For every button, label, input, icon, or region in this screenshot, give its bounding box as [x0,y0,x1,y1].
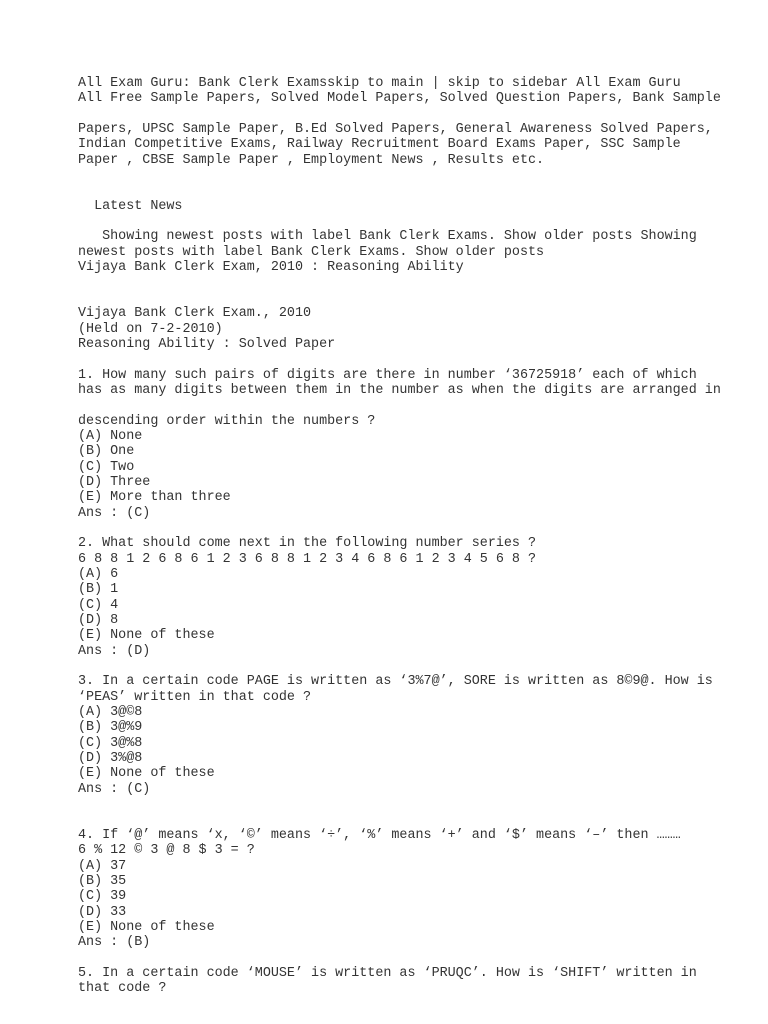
posts-info-line: Showing newest posts with label Bank Clerk Exams. Show older posts Showing [78,229,697,245]
option: (B) 3@%9 [78,720,143,736]
posts-info [78,229,758,275]
question-text: ‘PEAS’ written in that code ? [78,689,312,705]
question-text: descending order within the numbers ? [78,413,376,429]
option: (E) None of these [78,628,215,644]
question-text: 3. In a certain code PAGE is written as ‘3%7@’, SORE is written as 8©9@. How is [78,674,713,690]
question-text: 4. If ‘@’ means ‘x, ‘©’ means ‘÷’, ‘%’ means ‘+’ and ‘$’ means ‘–’ then ……… [78,827,681,843]
site-header [78,76,758,168]
paper-held-date: (Held on 7-2-2010) [78,321,223,337]
option: (B) One [78,444,135,460]
header-line: All Free Sample Papers, Solved Model Papers, Solved Question Papers, Bank Sample [78,91,721,107]
option: (D) 8 [78,613,119,629]
option: (B) 35 [78,873,127,889]
option: (E) More than three [78,490,231,506]
answer: Ans : (C) [78,781,151,797]
option: (E) None of these [78,766,215,782]
option: (A) None [78,428,143,444]
document-page [78,76,758,997]
option: (B) 1 [78,582,119,598]
paper-title: Vijaya Bank Clerk Exam., 2010 [78,306,312,322]
answer: Ans : (C) [78,505,151,521]
option: (C) 4 [78,597,119,613]
question-text: has as many digits between them in the number as when the digits are arranged in [78,382,721,398]
option: (A) 3@©8 [78,705,143,721]
header-line: Paper , CBSE Sample Paper , Employment News , Results etc. [78,152,545,168]
posts-info-line: newest posts with label Bank Clerk Exams. Show older posts [78,244,545,260]
question-text: that code ? [78,981,167,997]
question-3 [78,674,758,797]
question-5 [78,966,758,997]
option: (D) 3%@8 [78,751,143,767]
question-text: 2. What should come next in the following number series ? [78,536,537,552]
option: (C) 39 [78,889,127,905]
option: (C) Two [78,459,135,475]
option: (A) 37 [78,858,127,874]
latest-news-heading: Latest News [78,198,183,214]
header-line: All Exam Guru: Bank Clerk Examsskip to main | skip to sidebar All Exam Guru [78,76,681,91]
paper-subtitle: Reasoning Ability : Solved Paper [78,336,336,352]
question-1 [78,368,758,521]
question-4 [78,828,758,951]
question-text: 5. In a certain code ‘MOUSE’ is written as ‘PRUQC’. How is ‘SHIFT’ written in [78,965,697,981]
option: (E) None of these [78,919,215,935]
question-text: 6 8 8 1 2 6 8 6 1 2 3 6 8 8 1 2 3 4 6 8 6 1 2 3 4 5 6 8 ? [78,551,537,567]
option: (A) 6 [78,567,119,582]
question-text: 6 % 12 © 3 @ 8 $ 3 = ? [78,843,255,859]
answer: Ans : (B) [78,935,151,951]
option: (D) Three [78,474,151,490]
header-line: Papers, UPSC Sample Paper, B.Ed Solved Papers, General Awareness Solved Papers, [78,122,713,138]
question-2 [78,536,758,659]
paper-header [78,306,758,352]
answer: Ans : (D) [78,643,151,659]
post-title: Vijaya Bank Clerk Exam, 2010 : Reasoning Ability [78,260,464,276]
option: (D) 33 [78,904,127,920]
header-line: Indian Competitive Exams, Railway Recruitment Board Exams Paper, SSC Sample [78,137,681,153]
option: (C) 3@%8 [78,735,143,751]
question-text: 1. How many such pairs of digits are there in number ‘36725918’ each of which [78,367,697,383]
